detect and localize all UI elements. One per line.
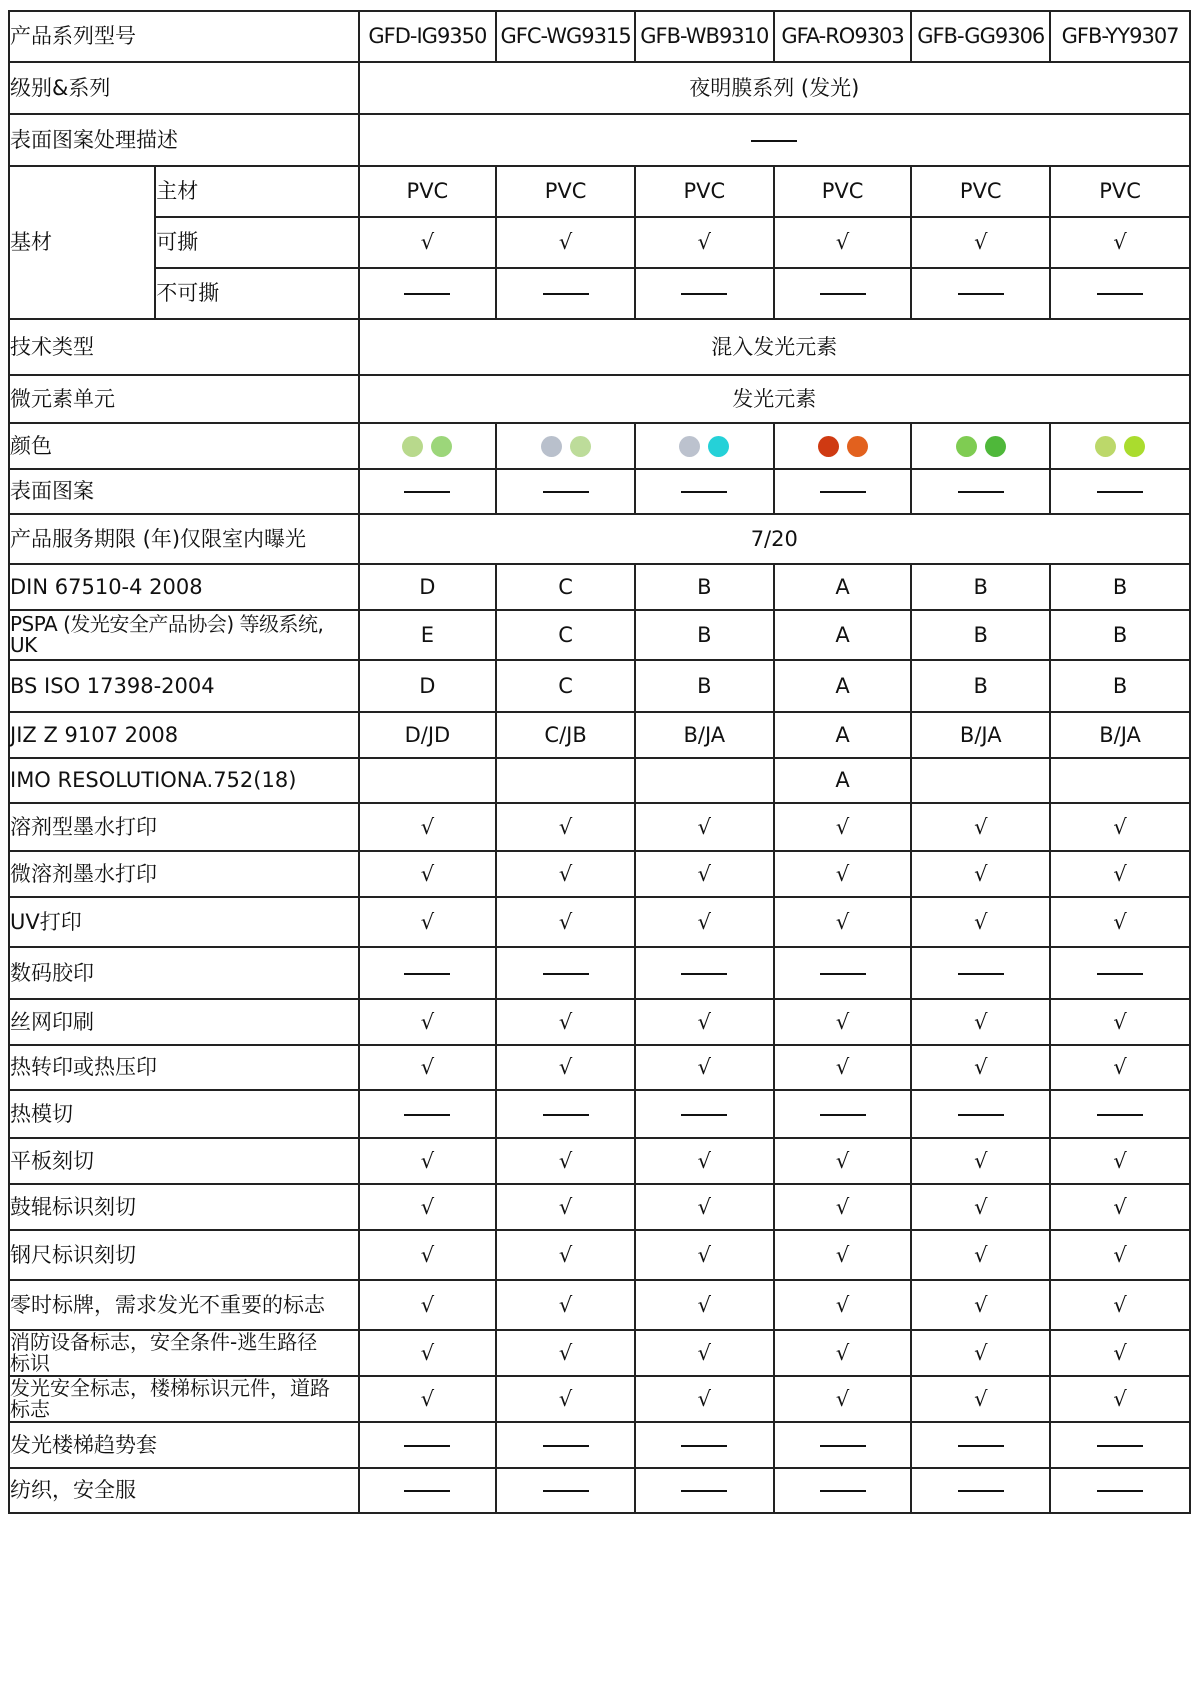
dash-cell [635,268,774,319]
row-label [9,1330,359,1376]
dash-mark [958,1490,1004,1492]
value-cell: B [635,564,774,610]
check-cell: √ [1050,1280,1190,1330]
model-header: GFC-WG9315 [496,11,635,62]
row-color [9,423,1190,469]
dash-cell [911,469,1050,514]
dash-mark [543,1114,589,1116]
check-cell: √ [1050,217,1190,268]
spec-table [8,10,1191,1514]
row-imo [9,758,1190,803]
row-uv-print [9,897,1190,947]
sub-label: 可撕 [155,217,358,268]
check-cell: √ [496,851,635,897]
check-cell: √ [496,803,635,851]
dash-cell [496,947,635,999]
row-label: 热转印或热压印 [9,1045,359,1090]
row-label: BS ISO 17398-2004 [9,660,359,712]
row-surface-desc [9,114,1190,166]
model-header: GFB-YY9307 [1050,11,1190,62]
check-cell: √ [359,851,497,897]
dash-cell [635,1090,774,1138]
row-label: 发光楼梯趋势套 [9,1422,359,1468]
value-cell: E [359,610,497,660]
color-cell [774,423,912,469]
check-cell: √ [1050,1184,1190,1230]
dash-cell [1050,1422,1190,1468]
value-cell [359,758,497,803]
row-stair-nosing [9,1422,1190,1468]
row-label: 技术类型 [9,319,359,375]
dash-mark [543,1490,589,1492]
value-cell: A [774,758,912,803]
dash-cell [1050,469,1190,514]
dash-mark [820,293,866,295]
dash-mark [1097,973,1143,975]
value-cell: B [1050,660,1190,712]
check-cell: √ [911,999,1050,1045]
check-cell: √ [774,851,912,897]
check-cell: √ [1050,1138,1190,1184]
dash-mark [404,1490,450,1492]
value-cell [911,758,1050,803]
dash-cell [774,268,912,319]
check-cell: √ [1050,1376,1190,1422]
header-label: 产品系列型号 [9,11,359,62]
check-cell: √ [911,217,1050,268]
color-swatch [679,436,700,457]
dash-mark [958,1114,1004,1116]
dash-cell [774,1090,912,1138]
check-cell: √ [911,1045,1050,1090]
dash-mark [1097,491,1143,493]
check-cell: √ [496,1280,635,1330]
row-label: 微溶剂墨水打印 [9,851,359,897]
check-cell: √ [774,1138,912,1184]
dash-cell [635,469,774,514]
dash-mark [751,140,797,142]
value-cell: B [1050,564,1190,610]
dash-cell [774,1422,912,1468]
check-cell: √ [1050,803,1190,851]
row-label-line: 消防设备标志，安全条件-逃生路径 [10,1330,318,1354]
row-service-life [9,514,1190,564]
check-cell: √ [911,803,1050,851]
dash-mark [681,1490,727,1492]
row-label-line: 发光安全标志，楼梯标识元件，道路 [10,1376,330,1400]
row-substrate-peelable [9,217,1190,268]
check-cell: √ [496,1138,635,1184]
color-swatch [402,436,423,457]
check-cell: √ [635,1330,774,1376]
row-value: 7/20 [359,514,1190,564]
dash-cell [911,1090,1050,1138]
row-label [9,1376,359,1422]
dash-cell [496,1468,635,1513]
check-cell: √ [911,1184,1050,1230]
dash-mark [543,1445,589,1447]
row-label: 钢尺标识刻切 [9,1230,359,1280]
check-cell: √ [359,1330,497,1376]
check-cell: √ [635,1376,774,1422]
value-cell: B/JA [635,712,774,758]
color-cell [635,423,774,469]
value-cell: B [1050,610,1190,660]
row-value: 发光元素 [359,375,1190,423]
dash-mark [681,973,727,975]
value-cell: A [774,610,912,660]
row-label: 溶剂型墨水打印 [9,803,359,851]
dash-cell [911,268,1050,319]
row-bs-iso [9,660,1190,712]
color-swatch [985,436,1006,457]
dash-mark [820,491,866,493]
value-cell: A [774,660,912,712]
dash-mark [543,491,589,493]
dash-cell [496,1422,635,1468]
check-cell: √ [774,999,912,1045]
value-cell: C [496,564,635,610]
check-cell: √ [1050,999,1190,1045]
check-cell: √ [635,1280,774,1330]
dash-mark [1097,293,1143,295]
row-steel-rule-cut [9,1230,1190,1280]
value-cell: PVC [1050,166,1190,217]
dash-mark [404,1445,450,1447]
row-substrate-non-peelable [9,268,1190,319]
check-cell: √ [911,1138,1050,1184]
row-label: 平板刻切 [9,1138,359,1184]
row-label: IMO RESOLUTIONA.752(18) [9,758,359,803]
row-label: 微元素单元 [9,375,359,423]
row-label: 颜色 [9,423,359,469]
value-cell: B [911,610,1050,660]
value-cell [1050,758,1190,803]
header-row [9,11,1190,62]
dash-cell [911,947,1050,999]
row-label-line: 标志 [10,1397,50,1421]
dash-mark [681,293,727,295]
color-cell [496,423,635,469]
dash-cell [359,114,1190,166]
row-temp-sign [9,1280,1190,1330]
dash-mark [404,293,450,295]
check-cell: √ [359,1230,497,1280]
row-label-substrate: 基材 [9,166,155,319]
value-cell: B/JA [1050,712,1190,758]
check-cell: √ [774,1376,912,1422]
dash-mark [820,973,866,975]
row-label: 表面图案处理描述 [9,114,359,166]
row-label: 零时标牌，需求发光不重要的标志 [9,1280,359,1330]
dash-cell [774,947,912,999]
check-cell: √ [359,897,497,947]
row-flatbed-cut [9,1138,1190,1184]
value-cell: B [911,564,1050,610]
dash-cell [635,1422,774,1468]
check-cell: √ [496,217,635,268]
dash-mark [958,973,1004,975]
dash-cell [774,1468,912,1513]
check-cell: √ [635,1230,774,1280]
dash-mark [1097,1490,1143,1492]
row-label: 热模切 [9,1090,359,1138]
check-cell: √ [911,851,1050,897]
row-micro-unit [9,375,1190,423]
sub-label: 不可撕 [155,268,358,319]
row-label: 表面图案 [9,469,359,514]
row-substrate-main [9,166,1190,217]
color-swatch [847,436,868,457]
row-value: 夜明膜系列 (发光) [359,62,1190,114]
check-cell: √ [911,1230,1050,1280]
value-cell: B [635,610,774,660]
check-cell: √ [359,1045,497,1090]
dash-mark [681,1114,727,1116]
value-cell: B [911,660,1050,712]
row-surface-pattern [9,469,1190,514]
dash-cell [359,1422,497,1468]
row-tech-type [9,319,1190,375]
row-fire-sign [9,1330,1190,1376]
check-cell: √ [774,1230,912,1280]
value-cell: C [496,610,635,660]
value-cell: D [359,564,497,610]
row-label: 数码胶印 [9,947,359,999]
dash-cell [1050,947,1190,999]
row-label: JIZ Z 9107 2008 [9,712,359,758]
row-label-line: 标识 [10,1351,50,1375]
value-cell: B [635,660,774,712]
row-safety-sign [9,1376,1190,1422]
check-cell: √ [496,999,635,1045]
dash-mark [820,1114,866,1116]
check-cell: √ [359,999,497,1045]
row-label: 产品服务期限 (年)仅限室内曝光 [9,514,359,564]
dash-mark [1097,1445,1143,1447]
row-drum-cut [9,1184,1190,1230]
model-header: GFB-GG9306 [911,11,1050,62]
row-solvent-print [9,803,1190,851]
check-cell: √ [635,999,774,1045]
value-cell: A [774,564,912,610]
check-cell: √ [1050,897,1190,947]
row-label-line: PSPA (发光安全产品协会) 等级系统, [10,612,324,636]
check-cell: √ [911,1330,1050,1376]
dash-mark [1097,1114,1143,1116]
value-cell [635,758,774,803]
row-label: 纺织，安全服 [9,1468,359,1513]
check-cell: √ [774,217,912,268]
check-cell: √ [635,1045,774,1090]
row-label: 丝网印刷 [9,999,359,1045]
dash-mark [958,1445,1004,1447]
row-level-series [9,62,1190,114]
check-cell: √ [496,1045,635,1090]
row-screen-print [9,999,1190,1045]
check-cell: √ [911,1376,1050,1422]
check-cell: √ [1050,851,1190,897]
dash-cell [496,1090,635,1138]
check-cell: √ [496,1184,635,1230]
row-label: 鼓辊标识刻切 [9,1184,359,1230]
value-cell: PVC [911,166,1050,217]
check-cell: √ [635,217,774,268]
dash-cell [496,268,635,319]
dash-cell [635,1468,774,1513]
dash-cell [911,1468,1050,1513]
check-cell: √ [911,897,1050,947]
dash-mark [404,973,450,975]
model-header: GFD-IG9350 [359,11,497,62]
color-swatch [1095,436,1116,457]
dash-cell [635,947,774,999]
check-cell: √ [359,217,497,268]
dash-mark [820,1490,866,1492]
row-value: 混入发光元素 [359,319,1190,375]
check-cell: √ [1050,1045,1190,1090]
color-swatch [541,436,562,457]
check-cell: √ [911,1280,1050,1330]
dash-cell [359,947,497,999]
dash-cell [359,1090,497,1138]
dash-cell [359,268,497,319]
check-cell: √ [774,1184,912,1230]
sub-label: 主材 [155,166,358,217]
model-header: GFA-RO9303 [774,11,912,62]
check-cell: √ [774,803,912,851]
model-header: GFB-WB9310 [635,11,774,62]
row-textile [9,1468,1190,1513]
dash-mark [681,1445,727,1447]
row-digital-offset [9,947,1190,999]
check-cell: √ [359,1138,497,1184]
check-cell: √ [359,1376,497,1422]
check-cell: √ [359,803,497,851]
color-cell [1050,423,1190,469]
check-cell: √ [1050,1330,1190,1376]
dash-mark [958,293,1004,295]
check-cell: √ [774,1045,912,1090]
check-cell: √ [496,1376,635,1422]
value-cell [496,758,635,803]
check-cell: √ [635,851,774,897]
row-label: UV打印 [9,897,359,947]
value-cell: PVC [774,166,912,217]
row-eco-solvent-print [9,851,1190,897]
value-cell: B/JA [911,712,1050,758]
dash-cell [1050,1468,1190,1513]
check-cell: √ [774,1280,912,1330]
color-swatch [570,436,591,457]
value-cell: D/JD [359,712,497,758]
dash-cell [774,469,912,514]
dash-mark [543,293,589,295]
check-cell: √ [1050,1230,1190,1280]
dash-mark [681,491,727,493]
dash-cell [1050,1090,1190,1138]
check-cell: √ [359,1184,497,1230]
color-cell [911,423,1050,469]
row-hot-die-cut [9,1090,1190,1138]
color-swatch [1124,436,1145,457]
color-swatch [708,436,729,457]
row-label-line: UK [10,633,37,657]
color-swatch [956,436,977,457]
value-cell: C [496,660,635,712]
check-cell: √ [635,1184,774,1230]
dash-cell [911,1422,1050,1468]
row-heat-transfer [9,1045,1190,1090]
check-cell: √ [496,1330,635,1376]
row-din [9,564,1190,610]
check-cell: √ [635,803,774,851]
row-label: DIN 67510-4 2008 [9,564,359,610]
dash-mark [820,1445,866,1447]
check-cell: √ [359,1280,497,1330]
dash-mark [404,491,450,493]
value-cell: D [359,660,497,712]
row-jiz [9,712,1190,758]
dash-mark [404,1114,450,1116]
value-cell: PVC [635,166,774,217]
color-swatch [818,436,839,457]
row-label [9,610,359,660]
check-cell: √ [774,1330,912,1376]
dash-cell [496,469,635,514]
check-cell: √ [496,897,635,947]
check-cell: √ [635,1138,774,1184]
check-cell: √ [496,1230,635,1280]
color-swatch [431,436,452,457]
check-cell: √ [635,897,774,947]
dash-mark [958,491,1004,493]
dash-cell [359,469,497,514]
dash-cell [1050,268,1190,319]
row-label: 级别&系列 [9,62,359,114]
value-cell: PVC [496,166,635,217]
check-cell: √ [774,897,912,947]
value-cell: A [774,712,912,758]
value-cell: PVC [359,166,497,217]
row-pspa [9,610,1190,660]
dash-mark [543,973,589,975]
dash-cell [359,1468,497,1513]
value-cell: C/JB [496,712,635,758]
color-cell [359,423,497,469]
